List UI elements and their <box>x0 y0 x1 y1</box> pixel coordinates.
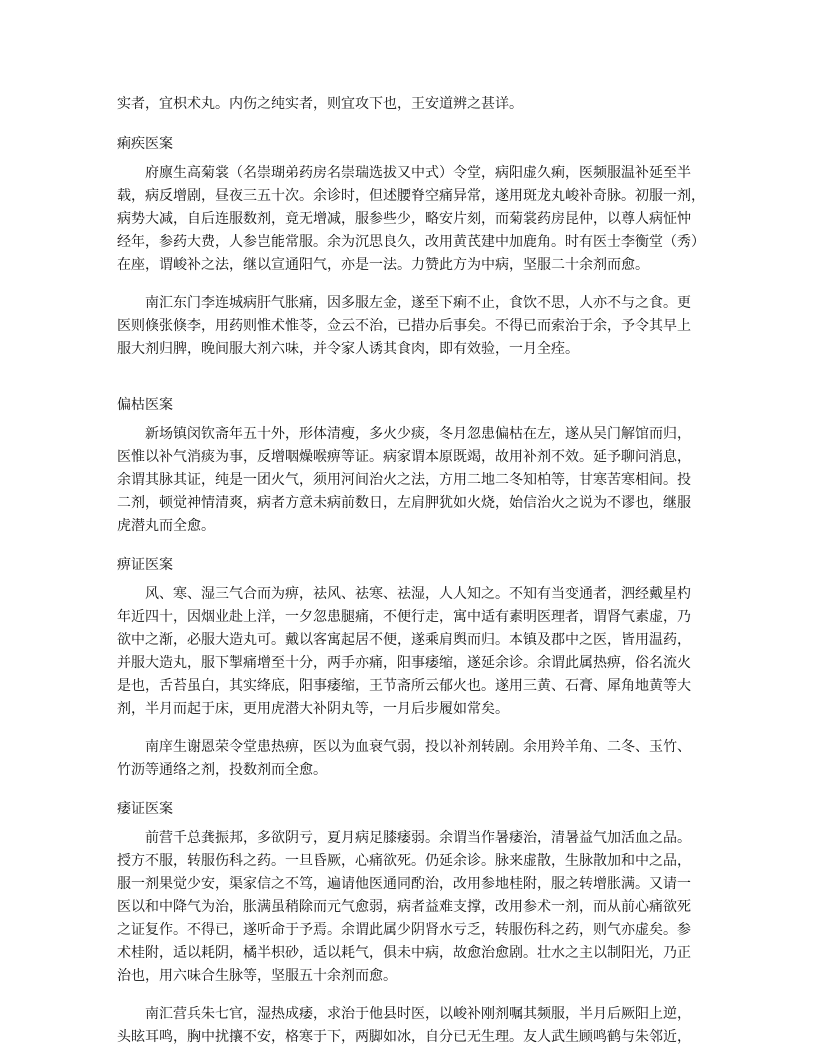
paragraph-line: 是也，舌苔虽白，其实绛底，阳事痿缩，王节斋所云郁火也。遂用三黄、石膏、犀角地黄等大 <box>117 678 691 694</box>
paragraph-line: 医以和中降气为治，胀满虽稍除而元气愈弱，病者益难支撑，改用参术一剂，而从前心痛欲死 <box>117 899 691 915</box>
paragraph-line: 年近四十，因烟业赴上洋，一夕忽患腿痛，不便行走，寓中适有素明医理者，谓肾气素虚，乃 <box>117 609 691 625</box>
section-heading-bi-syndrome: 痹证医案 <box>117 557 173 573</box>
paragraph-line: 风、寒、湿三气合而为痹，祛风、祛寒、祛湿，人人知之。不知有当变通者，泗经戴星杓 <box>145 586 691 602</box>
paragraph-line: 服一剂果觉少安，渠家信之不笃，遍请他医通同酌治，改用参地桂附，服之转增胀满。又请一 <box>117 876 691 892</box>
paragraph-line: 虎潜丸而全愈。 <box>117 518 215 534</box>
paragraph-line: 前营千总龚振邦，多欲阴亏，夏月病足膝痿弱。余谓当作暑痿治，清暑益气加活血之品。 <box>145 830 691 846</box>
paragraph-line: 南汇东门李连城病肝气胀痛，因多服左金，遂至下痢不止，食饮不思，人亦不与之食。更 <box>145 295 691 311</box>
paragraph-line: 医则倏张倏李，用药则惟术惟苓，佥云不治，已措办后事矣。不得已而索治于余，予令其早上 <box>117 318 691 334</box>
paragraph-line: 授方不服，转服伤科之药。一旦昏厥，心痛欲死。仍延余诊。脉来虚散，生脉散加和中之品， <box>117 853 691 869</box>
paragraph-line: 竹沥等通络之剂，投数剂而全愈。 <box>117 762 327 778</box>
paragraph-line: 余谓其脉其证，纯是一团火气，须用河间治火之法，方用二地二冬知柏等，甘寒苦寒相间。投 <box>117 472 691 488</box>
section-heading-dysentery: 痢疾医案 <box>117 136 173 152</box>
paragraph-line: 新场镇闵钦斋年五十外，形体清瘦，多火少痰，冬月忽患偏枯在左，遂从吴门解馆而归， <box>145 426 691 442</box>
intro-line: 实者，宜枳术丸。内伤之纯实者，则宜攻下也，王安道辨之甚详。 <box>117 96 523 112</box>
paragraph-line: 病势大减，自后连服数剂，竟无增减，服参些少，略安片刻，而菊裳药房昆仲，以尊人病怔忡 <box>117 211 691 227</box>
paragraph-line: 术桂附，适以耗阴，橘半枳砂，适以耗气，俱未中病，故愈治愈剧。壮水之主以制阳光，乃正 <box>117 945 691 961</box>
paragraph-line: 在座，谓峻补之法，继以宣通阳气，亦是一法。力赞此方为中病，坚服二十余剂而愈。 <box>117 257 649 273</box>
paragraph-line: 载，病反增剧，昼夜三五十次。余诊时，但述腰脊空痛异常，遂用斑龙丸峻补奇脉。初服一剂， <box>117 188 705 204</box>
paragraph-line: 并服大造丸，服下掣痛增至十分，两手亦痛，阳事痿缩，遂延余诊。余谓此属热痹，俗名流火 <box>117 655 691 671</box>
section-heading-hemiplegia: 偏枯医案 <box>117 397 173 413</box>
paragraph-line: 头眩耳鸣，胸中扰攘不安，格寒于下，两脚如冰，自分已无生理。友人武生顾鸣鹤与朱邻近， <box>117 1029 691 1045</box>
paragraph-line: 二剂，顿觉神情清爽，病者方意未病前数日，左肩胛犹如火烧，始信治火之说为不谬也，继服 <box>117 495 691 511</box>
paragraph-line: 欲中之渐，必服大造丸可。戴以客寓起居不便，遂乘肩舆而归。本镇及郡中之医，皆用温药， <box>117 632 691 648</box>
paragraph-line: 治也，用六味合生脉等，坚服五十余剂而愈。 <box>117 968 397 984</box>
paragraph-line: 服大剂归脾，晚间服大剂六味，并令家人诱其食肉，即有效验，一月全痊。 <box>117 341 579 357</box>
paragraph-line: 南汇营兵朱七官，湿热成痿，求治于他县时医，以峻补刚剂嘱其频服，半月后厥阳上逆， <box>145 1006 691 1022</box>
paragraph-line: 医惟以补气消痰为事，反增咽燥喉痹等证。病家谓本原既竭，故用补剂不效。延予聊问消息， <box>117 449 691 465</box>
section-heading-atrophy: 痿证医案 <box>117 801 173 817</box>
paragraph-line: 经年，参药大费，人参岂能常服。余为沉思良久，改用黄芪建中加鹿角。时有医士李衡堂（秀） <box>117 234 705 250</box>
paragraph-line: 之证复作。不得已，遂听命于予焉。余谓此属少阴肾水亏乏，转服伤科之药，则气亦虚矣。参 <box>117 922 691 938</box>
paragraph-line: 府廪生高菊裳（名崇瑚弟药房名崇瑞选拔又中式）令堂，病阳虚久痢，医频服温补延至半 <box>145 165 691 181</box>
paragraph-line: 剂，半月而起于床，更用虎潜大补阴丸等，一月后步履如常矣。 <box>117 701 509 717</box>
paragraph-line: 南庠生谢恩荣令堂患热痹，医以为血衰气弱，投以补剂转剧。余用羚羊角、二冬、玉竹、 <box>145 739 691 755</box>
